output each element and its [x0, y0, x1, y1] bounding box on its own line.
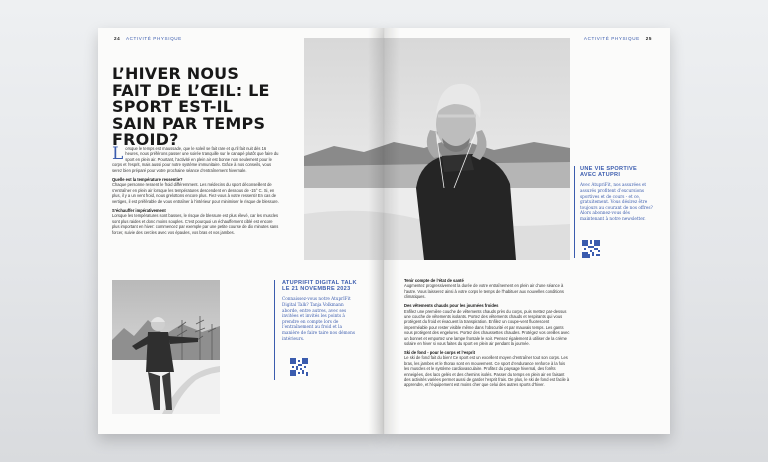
drop-cap: L [112, 144, 124, 164]
intro-paragraph: Lorsque le temps est maussade, que le soleil se fait rare et qu’il fait nuit dès 16 heures, nous préférons passer une soirée tranquille sur le canapé plutôt que faire du sport en plein air. Pourtant, l’activité en plein air est bonne non seulement pour le corps et l’esprit, mais aussi pour notre système immunitaire. Grâce à nos conseils, vous serez bien préparé pour votre prochaine séance d’entraînement hivernale. [112, 144, 279, 173]
section2-text: Lorsque les températures sont basses, le risque de blessure est plus élevé, car les muscles sont plus raides et donc moins souples. C’est pourquoi un échauffement ciblé est encore plus important en hiver: commencez par exemple par une petite course de dix minutes sans forcer, suivie des cercles avec vos épaules, vos bras et vos jambes. [112, 213, 279, 235]
atupri-box [580, 166, 654, 222]
section3-title: Tenir compte de l’état de santé [404, 278, 464, 283]
left-section-label: ACTIVITÉ PHYSIQUE [125, 36, 182, 41]
left-page-number: 24 [114, 36, 121, 41]
right-section-label: ACTIVITÉ PHYSIQUE [583, 36, 640, 41]
left-running-head [110, 36, 182, 41]
atupri-box-text: Avec AtupriFit, nos assurées et assurés profitent d’excursions sportives et de cours - et ce, gratuitement. Vous désirez être toujours au courant de nos offres? Alors abonnez-vous dès maintenant à notre newsletter. [580, 182, 653, 221]
digital-talk-box [282, 280, 358, 341]
headline: L’HIVER NOUS FAIT DE L’ŒIL: LE SPORT EST-IL SAIN PAR TEMPS FROID? [112, 64, 270, 149]
section3-text: Augmentez progressivement la durée de votre entraînement en plein air d’une séance à l’autre. Vous laisserez ainsi à votre corps le temps de l’habituer aux nouvelles conditions climatiques. [404, 283, 564, 300]
right-running-head [584, 36, 656, 41]
section4-title: Des vêtements chauds pour les journées froides [404, 303, 499, 309]
section4-text: Enfilez une première couche de vêtements chauds près du corps, puis mettez par-dessus une couche de vêtements isolants. Portez des vêtements chauds et respirants qui vous protègent du froid et évacuent la transpiration. Enfilez un coupe-vent fluorescent imperméable pour rester visible même dans l’obscurité et par mauvais temps. Les gants vous protègent des engelures. Portez des chaussettes chaudes. Protégez vos oreilles avec un bonnet et emportez une lampe frontale le soir. Pensez également à utiliser de la crème solaire en hiver si vous faites du sport en plein air pendant la journée. [404, 308, 570, 346]
runner-stretching-photo [112, 280, 220, 414]
section5-text: Le ski de fond fait du bien! Ce sport est un excellent moyen d’entraîner tout son corps. Les bras, les jambes et le thorax sont en mouvement. Ce sport d’endurance renforce à la fois les muscles et le système cardiovasculaire. Profitez du paysage hivernal, des forêts enneigées, des lacs gelés et des chemins isolés. Passer du temps en plein air en faisant des activités variées permet aussi de garder l’esprit frais. De plus, le ski de fond est facile à apprendre, et l’équipement est moins cher que celui des autres sports d’hiver. [404, 355, 570, 388]
left-article-column [112, 146, 280, 239]
section1-text: Chaque personne ressent le froid différemment. Les médecins du sport déconseillent de s’entraîner en plein air lorsque les températures descendent en dessous de -15° C. Si, en plus, il y a un vent froid, nous grelottons encore plus. Fiez-vous à votre ressenti! En cas de vertiges, il est préférable de vous entraîner à l’intérieur pour minimiser le risque de blessure. [112, 182, 279, 204]
section1-title: Quelle est la température ressentie? [112, 177, 183, 183]
digital-talk-title: ATUPRIFIT DIGITAL TALK LE 21 NOVEMBRE 2023 [282, 280, 357, 293]
qr-code-icon[interactable] [290, 358, 308, 376]
digital-talk-text: Connaissez-vous notre AtuprIFit Digital Talk? Tanja Volkmann aborde, entre autres, avec ses invitées et invités les points à prendre en compte lors de l’entraînement au froid et la manière de faire taire nos démons intérieurs. [282, 296, 356, 341]
section5-title: Ski de fond - pour le corps et l’esprit [404, 349, 475, 355]
left-sidebox-rule [274, 280, 275, 380]
magazine-spread [98, 28, 670, 434]
right-page-number: 25 [645, 36, 652, 41]
man-with-earphones-photo [304, 38, 570, 260]
right-sidebox-rule [574, 166, 575, 258]
qr-code-icon[interactable] [582, 240, 600, 258]
atupri-box-title: UNE VIE SPORTIVE AVEC ATUPRI [580, 166, 638, 179]
right-page [384, 28, 670, 434]
section2-title: S’échauffer impérativement [112, 208, 166, 214]
right-article-column [404, 278, 570, 391]
